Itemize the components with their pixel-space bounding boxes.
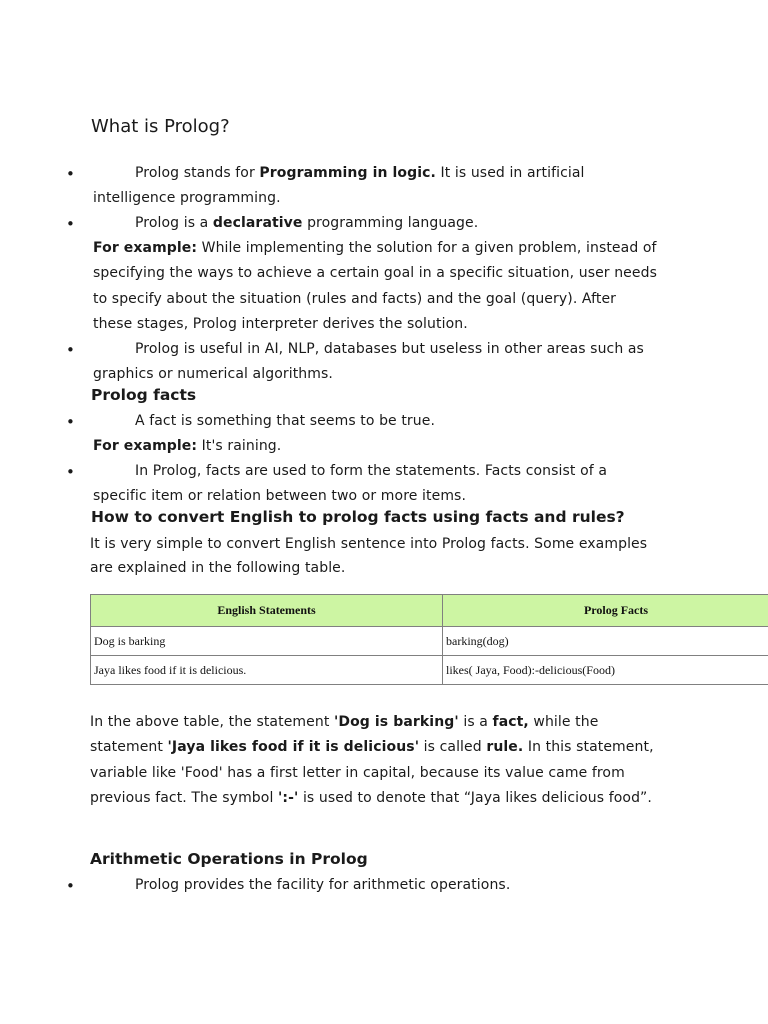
bullet-icon: • (66, 341, 75, 359)
table-cell: likes( Jaya, Food):-delicious(Food) (443, 656, 768, 685)
intro-example-line-2: specifying the ways to achieve a certain goal in a specific situation, user needs (93, 265, 657, 281)
table-header-cell: Prolog Facts (443, 595, 768, 627)
intro-example-line-3: to specify about the situation (rules and facts) and the goal (query). After (93, 291, 617, 307)
convert-intro-line-1: It is very simple to convert English sentence into Prolog facts. Some examples (90, 536, 648, 552)
conversion-table (90, 594, 768, 685)
bullet-icon: • (66, 165, 75, 183)
table-cell: barking(dog) (443, 627, 768, 656)
bullet-icon: • (66, 463, 75, 481)
intro-bullet-1: Prolog stands for Programming in logic. It is used in artificial (135, 165, 585, 181)
facts-bullet-2-cont: specific item or relation between two or more items. (93, 488, 467, 504)
explanation-line-4: previous fact. The symbol ':-' is used to denote that “Jaya likes delicious food”. (90, 790, 652, 806)
bullet-icon: • (66, 215, 75, 233)
table-cell: Jaya likes food if it is delicious. (91, 656, 443, 685)
table-row (91, 656, 768, 685)
table-row (91, 627, 768, 656)
explanation-line-2: statement 'Jaya likes food if it is delicious' is called rule. In this statement, (90, 739, 654, 755)
arith-bullet-1: Prolog provides the facility for arithmetic operations. (135, 877, 511, 893)
facts-example: For example: It's raining. (93, 438, 282, 454)
table-cell: Dog is barking (91, 627, 443, 656)
section-heading-convert: How to convert English to prolog facts using facts and rules? (91, 508, 625, 526)
section-heading-facts: Prolog facts (91, 386, 197, 404)
page-title: What is Prolog? (91, 116, 230, 137)
table-header-cell: English Statements (91, 595, 443, 627)
intro-bullet-1-cont: intelligence programming. (93, 190, 281, 206)
bullet-icon: • (66, 413, 75, 431)
table-header-row (91, 595, 768, 627)
intro-example-line-4: these stages, Prolog interpreter derives the solution. (93, 316, 468, 332)
bullet-icon: • (66, 877, 75, 895)
explanation-line-3: variable like 'Food' has a first letter in capital, because its value came from (90, 765, 625, 781)
explanation-line-1: In the above table, the statement 'Dog is barking' is a fact, while the (90, 714, 599, 730)
facts-bullet-1: A fact is something that seems to be true. (135, 413, 435, 429)
facts-bullet-2: In Prolog, facts are used to form the statements. Facts consist of a (135, 463, 607, 479)
intro-bullet-2: Prolog is a declarative programming language. (135, 215, 479, 231)
intro-bullet-3-cont: graphics or numerical algorithms. (93, 366, 333, 382)
section-heading-arithmetic: Arithmetic Operations in Prolog (90, 850, 368, 868)
intro-bullet-3: Prolog is useful in AI, NLP, databases but useless in other areas such as (135, 341, 644, 357)
convert-intro-line-2: are explained in the following table. (90, 560, 346, 576)
intro-example-line-1: For example: While implementing the solution for a given problem, instead of (93, 240, 657, 256)
